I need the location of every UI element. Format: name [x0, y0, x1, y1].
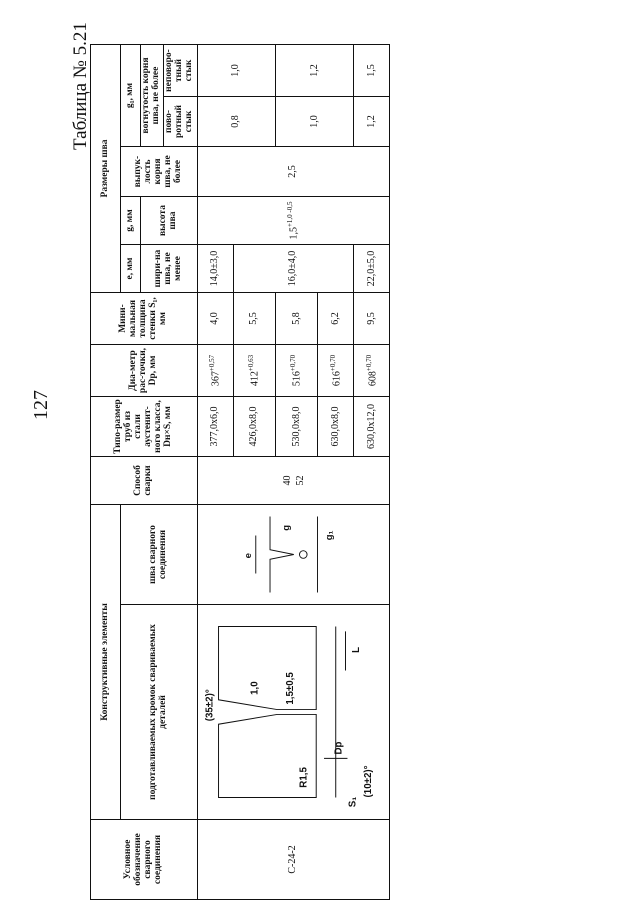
- s1-cell: 6,2: [318, 293, 354, 345]
- g1-nonrot-cell: 1,2: [276, 44, 354, 96]
- header-rot-joint: пово-ротный стык: [163, 97, 197, 147]
- dp-value: 516: [291, 371, 303, 387]
- s1-cell: 5,8: [276, 293, 318, 345]
- gap-label: 1,5±0,5: [284, 672, 296, 705]
- header-g1: g₁, мм: [121, 44, 141, 146]
- header-root-bulge: выпук-лость корня шва, не более: [121, 147, 198, 197]
- thk-label: S₁: [347, 796, 359, 808]
- radius-label: R1,5: [298, 767, 310, 788]
- weld-section-svg: [199, 507, 389, 602]
- weld-section-drawing: [199, 507, 389, 602]
- dp-cell: [354, 345, 390, 397]
- s1-cell: 5,5: [233, 293, 275, 345]
- g-tol: +1,0 -0,5: [286, 201, 295, 228]
- method-40: 40: [281, 475, 293, 486]
- g1-rot-cell: 1,0: [276, 97, 354, 147]
- g-label: g: [280, 524, 292, 531]
- s1-cell: 9,5: [354, 293, 390, 345]
- g1-rot-cell: 0,8: [197, 97, 275, 147]
- dp-value: 608: [366, 371, 378, 387]
- dp-tol: +0,70: [364, 354, 373, 372]
- header-e: е, мм: [121, 245, 141, 293]
- dp-cell: [233, 345, 275, 397]
- dp-value: 367: [210, 371, 222, 387]
- weld-spec-table: [90, 44, 390, 900]
- header-min-thickness: Мини-мальная толщина стенки S₁, мм: [91, 293, 198, 345]
- size-cell: 377,0х6,0: [197, 397, 233, 457]
- method-52: 52: [294, 475, 306, 486]
- g1-label: g₁: [323, 530, 335, 541]
- edges-drawing: [197, 605, 390, 820]
- page-number: 127: [30, 390, 52, 420]
- e-cell: 22,0±5,0: [354, 245, 390, 293]
- designation-cell: С-24-2: [197, 820, 390, 900]
- s1-cell: 4,0: [197, 293, 233, 345]
- angle-label: (35±2)°: [204, 689, 216, 722]
- g-value: 1,5: [288, 227, 300, 240]
- header-structural-elements: Конструктивные элементы: [91, 505, 121, 820]
- size-cell: 530,0х8,0: [276, 397, 318, 457]
- l-label: L: [351, 646, 363, 653]
- header-diameter: Диа-метр рас-точки, Dр, мм: [91, 345, 198, 397]
- header-g: g, мм: [121, 197, 141, 245]
- dp-value: 616: [330, 371, 342, 387]
- method-cell: [197, 457, 390, 505]
- weld-root: [299, 551, 307, 559]
- g1-nonrot-cell: 1,5: [354, 44, 390, 96]
- root-bulge-cell: 2,5: [197, 147, 390, 197]
- dp-tol: +0,63: [247, 354, 256, 372]
- header-designation: Условное обозначение сварного соединения: [91, 820, 198, 900]
- dp-label: Dр: [333, 741, 345, 755]
- rotated-table: [90, 45, 390, 900]
- edge-prep-svg: [199, 607, 385, 817]
- header-g1-desc: вогнутость корня шва, не более: [141, 44, 164, 146]
- header-pipe-size: Типо-размер труб из стали аустенит-ного класса, Dн×S, мм: [91, 397, 198, 457]
- e-cell: 14,0±3,0: [197, 245, 233, 293]
- e-cell: 16,0±4,0: [233, 245, 354, 293]
- header-e-desc: шири-на шва, не менее: [141, 245, 198, 293]
- g-cell: [197, 197, 390, 245]
- right-part-outline: [218, 627, 316, 710]
- e-label: е: [242, 553, 254, 559]
- dp-cell: [197, 345, 233, 397]
- table-title: [70, 22, 92, 150]
- dp-tol: +0,70: [328, 354, 337, 372]
- dp-value: 412: [249, 371, 261, 387]
- angle2-label: (10±2)°: [362, 765, 374, 798]
- header-weld-dims: Размеры шва: [91, 44, 121, 292]
- size-cell: 630,0х12,0: [354, 397, 390, 457]
- header-method: Способ сварки: [91, 457, 198, 505]
- edge-prep-drawing: [199, 607, 389, 817]
- g1-rot-cell: 1,2: [354, 97, 390, 147]
- g1-nonrot-cell: 1,0: [197, 44, 275, 96]
- dp-tol: +0,70: [289, 354, 298, 372]
- header-weld: шва сварного соединения: [121, 505, 198, 605]
- dp-cell: [318, 345, 354, 397]
- s-tol-label: 1,0: [249, 681, 261, 695]
- size-cell: 630,0х8,0: [318, 397, 354, 457]
- header-g-desc: высота шва: [141, 197, 198, 245]
- header-edges: подготавливаемых кромок свариваемых деталей: [121, 605, 198, 820]
- dp-tol: +0,57: [208, 354, 217, 372]
- size-cell: 426,0х8,0: [233, 397, 275, 457]
- dp-cell: [276, 345, 318, 397]
- table-title-text: Таблица № 5.21: [70, 22, 91, 150]
- header-nonrot-joint: неповоро-тный стык: [163, 44, 197, 96]
- weld-drawing: [197, 505, 390, 605]
